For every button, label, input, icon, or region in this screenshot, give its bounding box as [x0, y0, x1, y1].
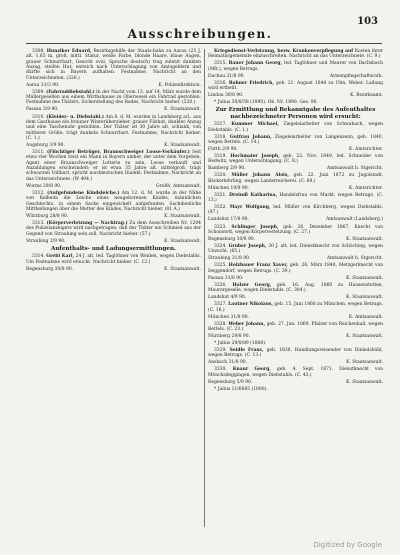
signature-authority: K. Staatsanwalt.: [164, 142, 201, 148]
entry-signature: [26, 184, 201, 189]
entry-name: Holzbauer Franz Xaver,: [228, 263, 288, 269]
entry-number: 3318.: [214, 134, 230, 140]
notice-entry: [26, 254, 201, 265]
entry-signature: [208, 380, 383, 385]
entry-name: (Aufgefundene Kindsleiche.): [47, 190, 120, 196]
entry-signature: [26, 239, 201, 244]
entry-name: (Flüchtiger Betrüger, Braunschweiger Loose-Verkäufer.): [46, 150, 190, 156]
signature-place-date: Dachau 31/8 90.: [208, 73, 245, 79]
signature-place-date: Fürth 2/9 90.: [208, 146, 238, 152]
entry-text: * Julius 30/8/58 (1890). Ob. Nr. 1890. Ges. 90.: [214, 100, 318, 106]
notice-entry: [208, 122, 383, 133]
entry-signature: [208, 256, 383, 261]
notice-entry: [208, 205, 383, 216]
notice-entry: [208, 244, 383, 255]
signature-place-date: Straubing 2/9 90.: [26, 238, 66, 244]
signature-authority: K. Staatsanwalt.: [164, 238, 201, 244]
notice-entry: [26, 90, 201, 106]
signature-place-date: Lindau 30/8 90.: [208, 92, 244, 98]
entry-text: In der Nacht vom 13. auf 14. März wurde dem Müllergesellen aus einem Wirthshause zu Oberwesel ein Fahrrad gestohlen. Festnahme des Thäters, Sicherstellung des Rades, Nachricht hieher. (520.): [26, 89, 201, 106]
entry-name: Grebl Karl,: [46, 254, 75, 260]
signature-authority: K. Staatsanwalt.: [346, 379, 383, 385]
entry-text: Bezirksgehilfe der Staats-bahn zu Aarau (25 J. alt, 1,65 m. groß, mittl. Statur, weiße Farbe, blonde Haare, blaue Augen, grauer Schnurrbart, Gesicht oval, Sprache deutsch) trug zuletzt dunklen Anzug, steifen Hut; entwich nach Unterschlagung von Amtsgeldern und dürfte sich in Bayern aufhalten. Festnahme, Nachricht an den Unterzeichneten. (320.): [26, 49, 201, 81]
entry-text: geb. 22. Juni 1872 zu Jngolstadt, Bäckerlehrling, wegen Landstreicherei. (C. 69.): [208, 173, 383, 184]
entry-number: 3329.: [214, 348, 230, 353]
signature-place-date: Straubing 31/8 90.: [208, 256, 251, 262]
notice-entry: [208, 387, 383, 392]
entry-number: 3310.: [32, 114, 47, 120]
entry-signature: [208, 360, 383, 365]
signature-authority: Armenpflegschaftsrath.: [329, 73, 383, 79]
notice-entry: [208, 61, 383, 72]
entry-signature: [208, 237, 383, 242]
signature-place-date: Würzburg 28/8 90.: [26, 213, 69, 219]
left-column: [26, 49, 201, 274]
entry-text: Kosten ihrer Heimathsgemeinde einzuschreiten. Nachricht an das Unterzeichnete. (C. 9.): [208, 49, 383, 60]
notice-entry: [208, 263, 383, 274]
signature-authority: Großh. Amtsanwalt.: [155, 183, 201, 189]
signature-authority: K. Staatsanwalt.: [346, 295, 383, 301]
entry-name: (Körperverletzung — Nachtrag.): [46, 220, 128, 226]
notice-entry: [26, 49, 201, 81]
entry-number: 3326.: [214, 282, 233, 288]
entry-text: led. Müller von Kirchberg, wegen Diebstahls. (87.): [208, 205, 383, 216]
entry-name: (Fahrraddiebstahl.): [46, 89, 95, 95]
notice-entry: [208, 193, 383, 204]
entry-name: Lautner Nikolaus,: [228, 302, 273, 308]
entry-signature: [26, 83, 201, 88]
entry-text: geb. 22. Nov. 1849, led. Schneider von Redwitz, wegen Unterschlagung. (C. 8.): [208, 153, 383, 165]
entry-number: 3319.: [214, 153, 231, 159]
signature-place-date: Augsburg 3/9 90.: [26, 142, 65, 148]
entry-text: Seit etwa vier Wochen reist ein Mann in Bayern umher, der unter dem Vorgeben, Agent einer Braunschweiger Lotterie zu sein, Loose verkauft und Anzahlungen erschwindelt; er ist etwa 35 Jahre alt, mittelgroß, trägt schwarzen Vollbart, spricht norddeutschen Dialekt. Festnahme, Nachricht an das Unterzeichnete. (W 404.): [26, 150, 201, 182]
signature-place-date: Regensburg 30/8 90.: [208, 236, 256, 242]
entry-text: Ziegeleiarbeiter von Langenzenn, geb. 1840, wegen Bettels. (C. 14.): [208, 134, 383, 145]
entry-text: * Julius 11/6605 (1890).: [214, 386, 268, 392]
entry-signature: [26, 107, 201, 112]
entry-name: Bauer Johann Georg,: [228, 61, 283, 67]
signature-place-date: Ansbach 31/8 90.: [208, 360, 248, 366]
signature-place-date: Passau 31/8 90.: [208, 275, 244, 281]
notice-entry: [208, 341, 383, 346]
column-divider: [204, 49, 205, 527]
entry-name: Mayr Wolfgang,: [229, 205, 271, 211]
entry-number: 3314.: [32, 254, 47, 260]
signature-authority: K. Staatsanwalt.: [164, 213, 201, 219]
entry-text: geb. 21. August 1844 zu Ulm, Weber. Ladung wird ertheilt.: [208, 80, 384, 92]
notice-entry: [208, 49, 383, 60]
entry-text: geb. 26. Dezember 1867, Knecht von Schonstett, wegen Körperverletzung. (C. 27.): [208, 224, 384, 235]
entry-signature: [26, 214, 201, 219]
notice-entry: [208, 81, 383, 92]
entry-name: Seidle Franz,: [229, 348, 264, 353]
entry-name: Hochmaier Joseph,: [230, 153, 280, 159]
signature-place-date: Nürnberg 29/8 90.: [208, 333, 250, 339]
signature-authority: Amtsanwalt b. Stgericht.: [326, 256, 383, 262]
entry-text: Ziegeleiarbeiter von Schwabach, wegen Diebstahls. (C. 1.): [208, 122, 383, 133]
notice-entry: [208, 283, 383, 294]
signature-place-date: Passau 3/9 90.: [26, 107, 59, 113]
entry-signature: [208, 315, 383, 320]
entry-number: 3322.: [214, 205, 230, 211]
signature-authority: K. Staatsanwalt.: [346, 236, 383, 242]
sub-heading: Aufenthalts- und Ladungsermittlungen.: [51, 245, 176, 252]
entry-number: 3330.: [214, 367, 233, 373]
entry-signature: [208, 147, 383, 152]
notice-entry: [208, 225, 383, 236]
section-title: Ausschreibungen.: [127, 27, 273, 41]
entry-signature: [208, 217, 383, 222]
entry-name: Rohner Friedrich,: [228, 80, 274, 86]
entry-number: 3308.: [32, 49, 47, 54]
entry-number: 3317.: [214, 122, 232, 128]
entry-text: geb. 16. Aug. 1860 zu Hausenstetten, Maurergeselle, wegen Diebstahls. (C. 384.): [208, 282, 383, 294]
entry-number: 3320.: [214, 173, 232, 179]
signature-authority: K. Amtsrichter.: [349, 185, 383, 191]
notice-entry: [208, 135, 383, 146]
entry-text: geb. 15. Juni 1868 zu München, wegen Betrugs. (C. 16.): [208, 302, 383, 313]
entry-signature: [208, 186, 383, 191]
entry-text: geb. 4. Sept. 1871, Dienstknecht von Mönchsdeggingen, wegen Diebstahls. (C. 43.): [208, 367, 383, 378]
entry-name: Knaur Georg,: [232, 367, 271, 373]
entry-name: Gruber Joseph,: [228, 243, 267, 249]
signature-authority: K. Staatsanwalt.: [164, 266, 201, 272]
entry-number: 3321.: [214, 192, 230, 198]
signature-authority: K. Amtsanwalt.: [348, 314, 383, 320]
entry-text: Handelsfrau von Markt, wegen Betrugs. (C. 13.): [208, 192, 383, 204]
entry-number: 3313.: [32, 220, 47, 226]
entry-signature: [208, 74, 383, 79]
entry-name: Müller Johann Alois,: [231, 173, 289, 179]
notice-entry: [208, 322, 383, 333]
entry-number: 3324.: [214, 243, 229, 249]
entry-text: geb. 27. Jan. 1869, Pfalzer von Reichenhall, wegen Bettels. (C. 23.): [208, 321, 383, 332]
sub-heading: Zur Ermittlung und Bekanntgabe des Aufenthaltes nachbezeichneter Personen wird ersucht:: [215, 107, 376, 120]
entry-number: 3327.: [214, 302, 229, 308]
header-rule: [26, 43, 382, 44]
notice-entry: [208, 348, 383, 359]
entry-name: Weber Johann,: [228, 321, 266, 327]
signature-place-date: Regensburg 5/9 90.: [208, 379, 253, 385]
entry-text: * Julius 29/8/89 (1888).: [214, 341, 267, 347]
entry-text: Zu dem Ausschreiben Nr. 1204 des Polizeianzeigers wird nachgetragen, daß der Thäter ein Schmied aus der Gegend von Straubing sein soll. Nachricht hieher. (57.): [26, 220, 201, 237]
entry-signature: [208, 295, 383, 300]
entry-text: geb. 1838, Handlungsreisender von Dinkelsbühl, wegen Betrugs. (C. 13.): [208, 348, 383, 359]
right-column: [208, 49, 383, 394]
entry-name: Gutfrau Johann,: [229, 134, 272, 140]
entry-name: Schlinger Joseph,: [231, 224, 279, 230]
signature-authority: K. Staatsanwalt.: [346, 360, 383, 366]
signature-place-date: Worms 29/8 90.: [26, 183, 62, 189]
entry-signature: [208, 93, 383, 98]
entry-text: geb. 26. März 1840, Metzgerknecht von Deggendorf, wegen Betrugs. (C. 39.): [208, 263, 383, 274]
notice-entry: [26, 115, 201, 142]
notice-entry: [208, 100, 383, 105]
entry-text: 30 J. alt, led. Dienstknecht von Schöching, wegen Unzucht. (65.): [208, 243, 384, 255]
signature-place-date: München 19/8 90.: [208, 185, 249, 191]
entry-signature: [208, 166, 383, 171]
signature-authority: K. Amtsrichter.: [349, 146, 383, 152]
watermark: Digitized by Google: [313, 541, 382, 549]
signature-authority: K. Staatsanwalt.: [164, 107, 201, 113]
entry-signature: [208, 276, 383, 281]
signature-authority: K. Staatsanwalt.: [346, 275, 383, 281]
signature-authority: K. Staatsanwalt.: [346, 333, 383, 339]
entry-signature: [26, 267, 201, 272]
entry-name: (Kleider- u. Diebstahl.): [46, 114, 104, 120]
entry-number: 3312.: [32, 190, 48, 196]
entry-name: Kriegsdienst-Verletzung, bezw. Krankenverpflegung auf: [214, 49, 354, 54]
notice-entry: [208, 302, 383, 313]
signature-authority: K. Polizeidirektion.: [158, 82, 201, 88]
entry-number: 3323.: [214, 224, 232, 230]
notice-entry: [208, 367, 383, 378]
notice-entry: [208, 173, 383, 184]
page-number: 103: [357, 16, 378, 27]
signature-place-date: Regensburg 30/8 90.: [26, 266, 74, 272]
signature-place-date: Landshut 4/9 90.: [208, 295, 247, 301]
signature-place-date: München 31/8 90.: [208, 314, 249, 320]
entry-number: 3311.: [32, 150, 47, 156]
entry-signature: [208, 334, 383, 339]
signature-authority: K. Bezirksamt.: [350, 92, 383, 98]
entry-name: Dreindl Katharina,: [229, 192, 277, 198]
signature-place-date: Aarau 31/3 90.: [26, 82, 60, 88]
entry-text: Am 12. d. M. wurde in der Nähe von Kelheim die Leiche eines neugeborenen Kindes, männlichen Geschlechts, in einem Sacke eingewickelt aufgefunden. Sachdienliche Mittheilungen über die Mutter des Kindes, Nachricht hieher. (81 A.): [26, 190, 201, 212]
entry-name: Kummer Michael,: [231, 122, 279, 128]
notice-entry: [26, 150, 201, 182]
notice-entry: [26, 221, 201, 237]
entry-number: 3309.: [32, 89, 47, 95]
entry-number: 3325.: [214, 263, 229, 269]
signature-authority: Amtsanwalt b. Stgericht.: [326, 166, 383, 172]
entry-number: 3328.: [214, 321, 229, 327]
entry-text: led. Taglöhner und Maurer von Dachsbach (Mfr.), wegen Betrugs.: [208, 61, 383, 72]
notice-entry: [26, 191, 201, 212]
entry-text: 24 J. alt, led. Taglöhner von Weiden, wegen Diebstahls. Um Festnahme wird ersucht. Nachricht hieher. (C. 12.): [26, 254, 201, 265]
entry-number: 3315.: [214, 61, 229, 67]
entry-name: Hunziker Eduard,: [46, 49, 92, 54]
entry-signature: [26, 143, 201, 148]
signature-place-date: Landshut 17/8 90.: [208, 217, 249, 223]
notice-entry: [208, 154, 383, 165]
entry-name: Holzer Georg,: [232, 282, 272, 288]
entry-text: Am 8. d. M. wurden in Landsberg a/L. aus dem Gasthause ein brauner Winterüberzieher, grauer Filzhut, dunkler Anzug und eine Taschenuhr gestohlen. Der Thäter ist 30 Jahre alt, schlank, von mittlerer Größe, trägt dunkeln Schnurrbart. Festnahme, Nachricht hieher. (C. 1.): [26, 114, 202, 141]
signature-place-date: Bamberg 2/9 90.: [208, 166, 246, 172]
entry-number: 3316.: [214, 80, 229, 86]
signature-authority: Amtsanwalt (Landsberg.): [326, 217, 383, 223]
